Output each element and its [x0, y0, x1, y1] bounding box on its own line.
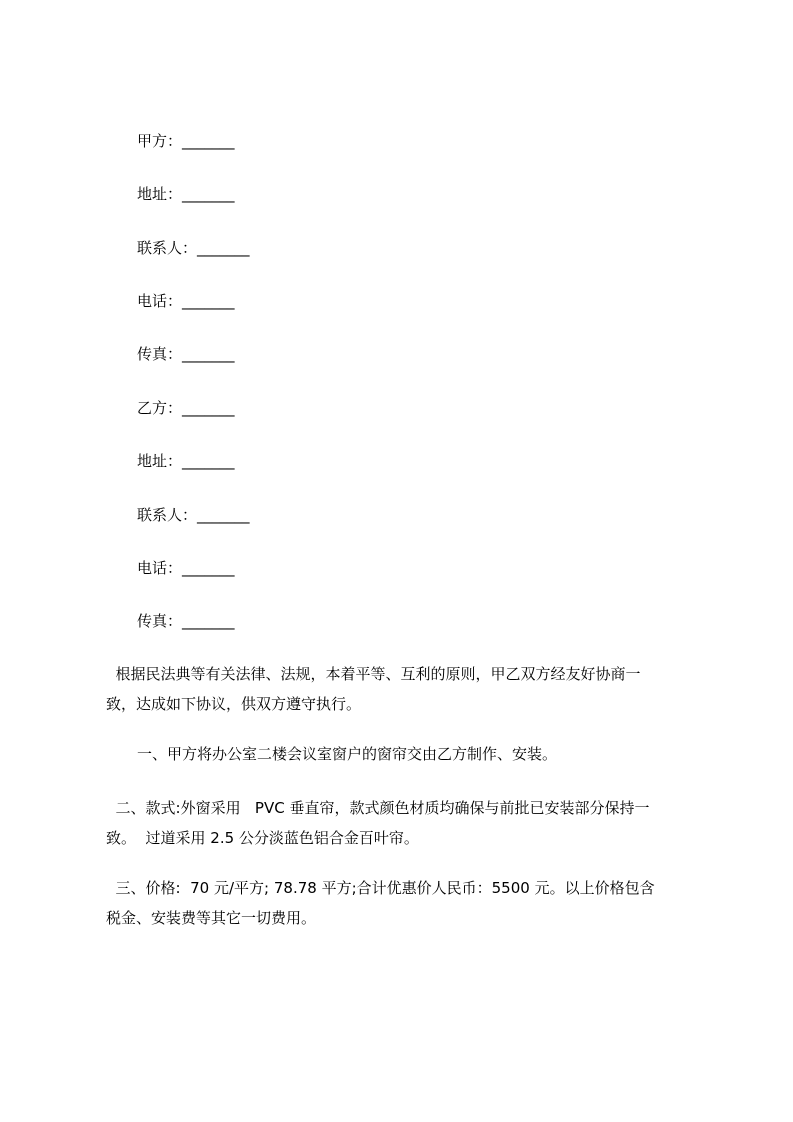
- preamble-paragraph: [106, 659, 706, 719]
- party-b-name-field: [137, 398, 235, 418]
- party-b-contact-field: [137, 505, 250, 525]
- party-b-phone-label: 电话：_______: [137, 559, 235, 577]
- preamble-line-2: 致，达成如下协议，供双方遵守执行。: [106, 695, 362, 713]
- clause-3-line-1: 三、价格: 70 元/平方; 78.78 平方;合计优惠价人民币：5500 元。以上价格包含: [106, 879, 655, 897]
- party-a-phone-label: 电话：_______: [137, 292, 235, 310]
- preamble-line-1: 根据民法典等有关法律、法规，本着平等、互利的原则，甲乙双方经友好协商一: [106, 665, 641, 683]
- party-b-fax-label: 传真：_______: [137, 612, 235, 630]
- party-a-address-field: [137, 184, 235, 204]
- party-a-contact-label: 联系人：_______: [137, 239, 250, 257]
- party-b-address-field: [137, 451, 235, 471]
- clause-3-line-2: 税金、安装费等其它一切费用。: [106, 909, 317, 927]
- party-b-phone-field: [137, 558, 235, 578]
- party-a-fax-field: [137, 344, 235, 364]
- party-a-fax-label: 传真：_______: [137, 345, 235, 363]
- party-b-address-label: 地址：_______: [137, 452, 235, 470]
- party-a-contact-field: [137, 238, 250, 258]
- clause-2-paragraph: [106, 793, 706, 853]
- party-b-contact-label: 联系人：_______: [137, 506, 250, 524]
- party-b-fax-field: [137, 611, 235, 631]
- party-b-name-label: 乙方：_______: [137, 399, 235, 417]
- party-a-address-label: 地址：_______: [137, 185, 235, 203]
- clause-1-paragraph: [137, 739, 737, 769]
- clause-3-paragraph: [106, 873, 706, 933]
- clause-2-line-2: 致。 过道采用 2.5 公分淡蓝色铝合金百叶帘。: [106, 829, 419, 847]
- party-a-phone-field: [137, 291, 235, 311]
- clause-2-line-1: 二、款式:外窗采用 PVC 垂直帘，款式颜色材质均确保与前批已安装部分保持一: [106, 799, 650, 817]
- clause-1-line-1: 一、甲方将办公室二楼会议室窗户的窗帘交由乙方制作、安装。: [137, 745, 558, 763]
- party-a-name-field: [137, 131, 235, 151]
- party-a-name-label: 甲方：_______: [137, 132, 235, 150]
